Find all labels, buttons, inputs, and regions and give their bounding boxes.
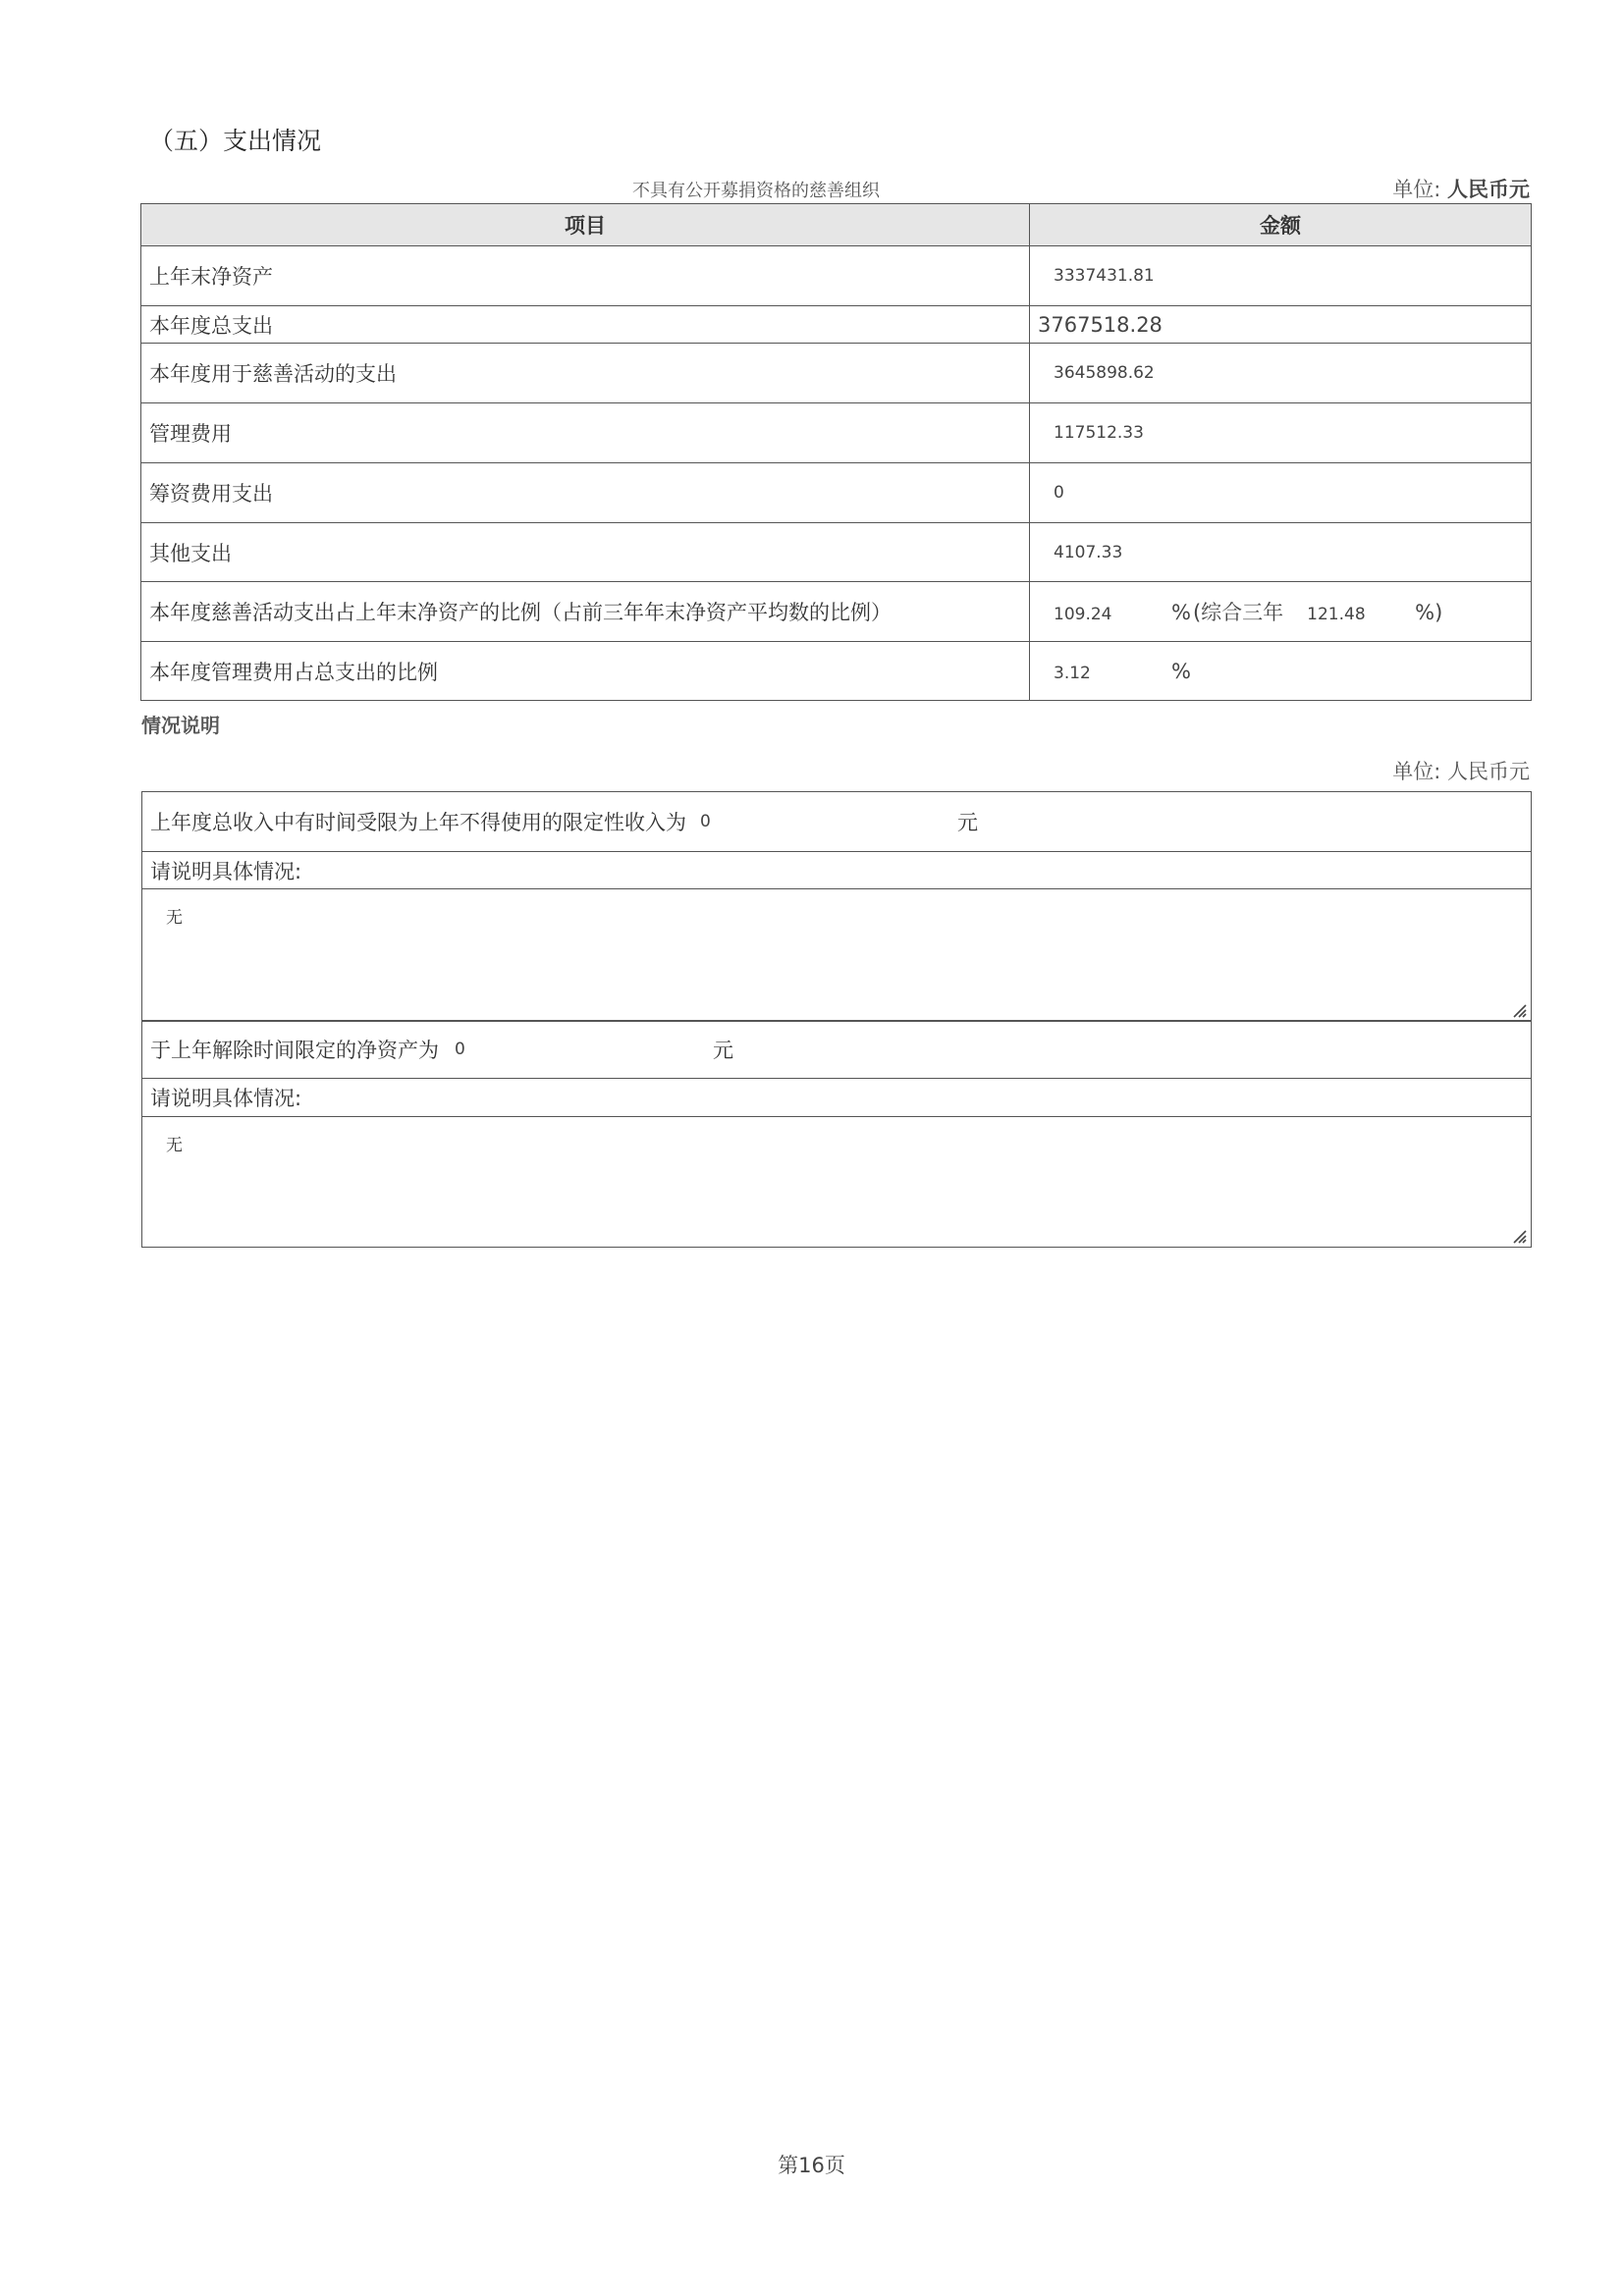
released-describe-value: 无: [166, 1136, 183, 1155]
restricted-describe-label: 请说明具体情况:: [150, 859, 302, 883]
row-label: 本年度总支出: [141, 306, 1030, 344]
row-value[interactable]: 3337431.81: [1030, 246, 1532, 306]
ratio-paren-open: (综合三年: [1192, 601, 1284, 624]
mgmt-ratio-unit: %: [1171, 659, 1191, 683]
ratio-value[interactable]: 109.24: [1054, 605, 1112, 624]
restricted-income-yuan: 元: [957, 811, 978, 834]
row-label: 其他支出: [141, 523, 1030, 582]
restricted-describe-value: 无: [166, 908, 183, 928]
expense-table: [140, 203, 1532, 701]
section-title: （五）支出情况: [149, 127, 322, 155]
ratio-paren-close: %): [1415, 601, 1443, 624]
released-assets-box: [141, 1020, 1532, 1248]
table-row: [141, 463, 1532, 523]
table-header-row: [141, 204, 1532, 246]
restricted-income-box: [141, 791, 1532, 1022]
table-row: [141, 344, 1532, 403]
ratio-avg-value[interactable]: 121.48: [1307, 605, 1366, 624]
restricted-income-row: [142, 792, 1531, 852]
ratio-cell: [1030, 582, 1532, 642]
unit-value: 人民币元: [1447, 178, 1530, 201]
released-assets-row: [142, 1021, 1531, 1079]
row-label: 上年末净资产: [141, 246, 1030, 306]
row-label: 管理费用: [141, 403, 1030, 463]
row-value[interactable]: 3767518.28: [1030, 306, 1532, 344]
table-row: [141, 246, 1532, 306]
resize-grip-icon[interactable]: [1513, 1230, 1527, 1244]
restricted-income-label: 上年度总收入中有时间受限为上年不得使用的限定性收入为: [150, 811, 686, 834]
table-row: [141, 403, 1532, 463]
table-row: [141, 523, 1532, 582]
ratio-row: [141, 582, 1532, 642]
mgmt-ratio-cell: [1030, 642, 1532, 701]
row-value[interactable]: 4107.33: [1030, 523, 1532, 582]
row-value[interactable]: 3645898.62: [1030, 344, 1532, 403]
released-describe-label: 请说明具体情况:: [150, 1087, 302, 1110]
restricted-describe-textarea[interactable]: [142, 889, 1531, 1022]
released-describe-row: [142, 1079, 1531, 1117]
mgmt-ratio-value[interactable]: 3.12: [1054, 663, 1091, 683]
released-assets-label: 于上年解除时间限定的净资产为: [150, 1039, 439, 1062]
unit-label-top: [1392, 174, 1530, 203]
org-type-subtitle: 不具有公开募捐资格的慈善组织: [632, 181, 880, 201]
explain-title: 情况说明: [141, 714, 220, 737]
row-value[interactable]: 117512.33: [1030, 403, 1532, 463]
unit2-label: 单位:: [1392, 760, 1441, 783]
unit2-value: 人民币元: [1447, 760, 1530, 783]
released-assets-yuan: 元: [713, 1039, 733, 1062]
mgmt-ratio-row: [141, 642, 1532, 701]
unit-label-bottom: [1392, 756, 1530, 785]
table-row: [141, 306, 1532, 344]
header-amount: 金额: [1030, 204, 1532, 246]
unit-label: 单位:: [1392, 178, 1441, 201]
restricted-income-amount[interactable]: 0: [700, 812, 711, 831]
released-describe-textarea[interactable]: [142, 1117, 1531, 1248]
ratio-unit: %: [1171, 601, 1191, 624]
ratio-label: 本年度慈善活动支出占上年末净资产的比例（占前三年年末净资产平均数的比例）: [141, 582, 1030, 642]
restricted-describe-row: [142, 852, 1531, 889]
released-assets-amount[interactable]: 0: [455, 1040, 465, 1059]
mgmt-ratio-label: 本年度管理费用占总支出的比例: [141, 642, 1030, 701]
row-label: 筹资费用支出: [141, 463, 1030, 523]
page-number: 第16页: [778, 2154, 845, 2177]
resize-grip-icon[interactable]: [1513, 1004, 1527, 1018]
header-item: 项目: [141, 204, 1030, 246]
row-label: 本年度用于慈善活动的支出: [141, 344, 1030, 403]
row-value[interactable]: 0: [1030, 463, 1532, 523]
